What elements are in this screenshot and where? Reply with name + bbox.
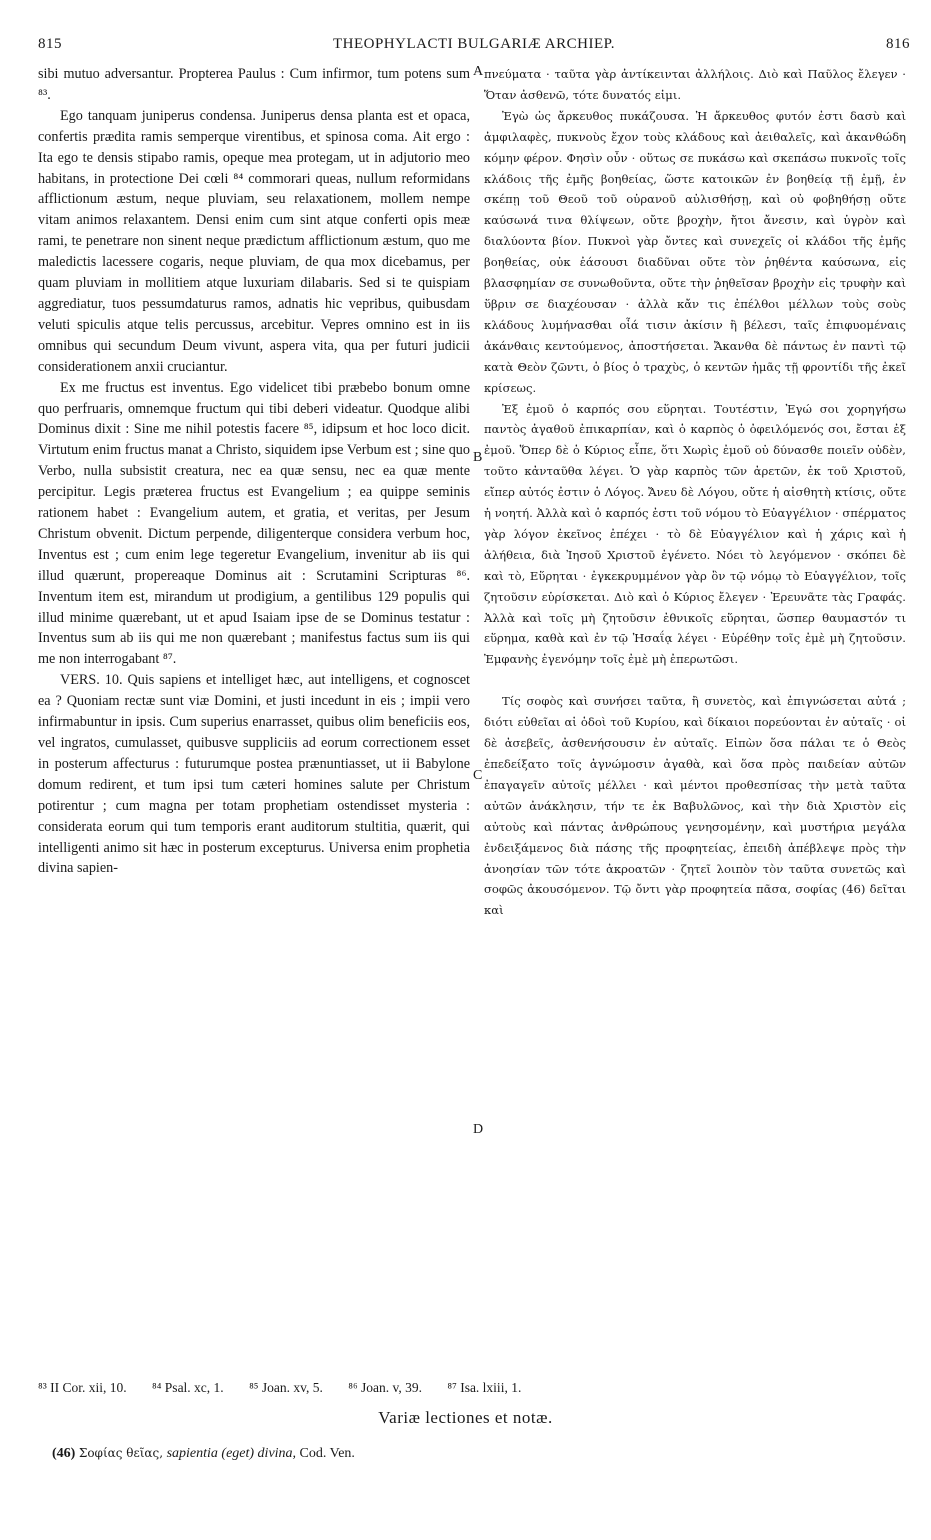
margin-marker-a: A [473,64,484,79]
footnotes [38,1380,910,1402]
latin-paragraph: sibi mutuo adversantur. Propterea Paulus : Cum infirmor, tum potens sum ⁸³. [38,66,470,103]
greek-paragraph: πνεύματα · ταῦτα γὰρ ἀντίκεινται ἀλλήλοις. Διὸ καὶ Παῦλος ἔλεγεν · Ὅταν ἀσθενῶ, τότε δυνατός εἰμι. [484,67,906,102]
latin-paragraph: Ex me fructus est inventus. Ego videlicet tibi præbebo bonum omne quo perfruaris, omnemque fructum qui tibi deberi videatur. Quodque alibi Dominus dixit : Sine me nihil potestis facere ⁸⁵, idipsum et hoc loco dicit. Virtutum enim fructus manat a Christo, siquidem ipse Verbum est ; sine quo Verbo, nulla subsistit creatura, nec ea quæ sensu, nec ea quæ mente percipitur. Legis præterea fructus est Evangelium ; ea quippe seminis rationem habet : Evangelium autem, et gratia, et veritas, per Jesum Christum obvenit. Dictum perpende, diligenterque considera verbum hoc, Inventus est ; cum enim lege tegeretur Evangelium, invenitur ab iis qui illud quærunt, propereaque Dominus ait : Scrutamini Scripturas ⁸⁶. Inventum item est, mirandum ut prodigium, a gentilibus 129 populis qui illud minime quærebant, ut et apud Isaiam ipse de se Dominus testatur : Inventus sum ab iis qui me non quærebant ; manifestus factus sum iis qui me non interrogabant ⁸⁷. [38,379,470,668]
variant-source: Cod. Ven. [299,1446,355,1461]
footnote: ⁸⁴ Psal. xc, 1. [152,1380,224,1395]
margin-marker-c: C [473,768,483,783]
margin-marker-d: D [473,1122,484,1137]
greek-paragraph: Ἐξ ἐμοῦ ὁ καρπός σου εὕρηται. Τουτέστιν, Ἐγώ σοι χορηγήσω παντὸς ἀγαθοῦ ἐπικαρπίαν, καὶ ὁ καρπὸς ὁ ὀφειλόμενός σοι, ἔσται ἐξ ἐμοῦ. Ὅπερ δὲ ὁ Κύριος εἶπε, ὅτι Χωρὶς ἐμοῦ οὐ δύνασθε ποιεῖν οὐδὲν, τοῦτο κἀνταῦθα λέγει. Ὁ γὰρ καρπὸς τῶν ἀρετῶν, ἐκ τοῦ Χριστοῦ, εἴπερ αὐτός ἐστιν ὁ Λόγος. Ἄνευ δὲ Λόγου, οὔτε ἡ αἰσθητὴ κτίσις, οὔτε ἡ νοητή. Ἀλλὰ καὶ ὁ καρπός ἐστι τοῦ νόμου τὸ Εὐαγγέλιον · σπέρματος γὰρ λόγον ἐκεῖνος ἐπέχει · τὸ δὲ Εὐαγγέλιον καὶ ἡ χάρις καὶ ἡ ἀλήθεια, διὰ Ἰησοῦ Χριστοῦ ἐγένετο. Νόει τὸ λεγόμενον · σκόπει δὲ καὶ τὸ, Εὕρηται · ἐγκεκρυμμένον γὰρ ὂν τῷ νόμῳ τὸ Εὐαγγέλιον, τοῖς ζητοῦσιν εὑρίσκεται. Διὸ καὶ ὁ Κύριος ἔλεγεν · Ἐρευνᾶτε τὰς Γραφάς. Ἀλλὰ καὶ τοῖς μὴ ζητοῦσιν ἐθνικοῖς εὕρηται, ὥσπερ θαυμαστόν τι εὕρημα, καθὰ καὶ ἐν τῷ Ἡσαΐᾳ λέγει · Εὑρέθην τοῖς ἐμὲ μὴ ζητοῦσιν. Ἐμφανὴς ἐγενόμην τοῖς ἐμὲ μὴ ἐπερωτῶσι. [484,401,906,667]
footnote: ⁸⁵ Joan. xv, 5. [249,1380,323,1395]
footnote: ⁸³ II Cor. xii, 10. [38,1380,127,1395]
latin-paragraph: Ego tanquam juniperus condensa. Juniperus densa planta est et opaca, confertis prædita ramis semperque virentibus, et spinosa coma. Ait ergo : Ita ego te densis stipabo ramis, opeque mea protegam, ut in adjutorio meo habitans, in protectione Dei cœli ⁸⁴ commorari queas, nullum reformidans afflictionum æstum, neque pluviam, seu relaxationem, mollem nempe vitam animos relaxantem. Densi enim cum sint atque conferti opis meæ rami, te penetrare non sinent neque prædictum afflictionum æstum, quo me maledictis lacessere cogaris, neque pluviam, de qua mox dicebamus, per quam pluviam in mollitiem atque luxuriam dilabaris. Sed si te quispiam aggrediatur, tuos pessumdaturus ramos, adnatis hic vepribus, quibusdam veluti spiculis atque telis percussus, arcebitur. Vepres omnino est in iis omnibus qui secundum Deum vivunt, aspera vita, qua per futuri judicii considerationem anxii cruciantur. [38,107,470,375]
latin-column [38,64,470,879]
variae-title: Variæ lectiones et notæ. [378,1408,553,1427]
footnote: ⁸⁶ Joan. v, 39. [348,1380,423,1395]
page-number-right: 816 [886,36,910,52]
margin-marker-b: B [473,450,483,465]
latin-paragraph: VERS. 10. Quis sapiens et intelliget hæc, aut intelligens, et cognoscet ea ? Quoniam rectæ sunt viæ Domini, et justi incedunt in eis ; impii vero infirmabuntur in ipsis. Cum superius enarrasset, quibus olim beneficiis eos, vel ingratos, cumulasset, quibusve suppliciis ad eorum correctionem esset in posterum affecturus : futurumque postea prænuntiasset, ut ii Babylone domum redirent, et tum ipsi tum cæteri homines salute per Christum potirentur ; cum magna per totam prophetiam ostendisset mysteria : considerata eorum qui tum temporis erant auditorum stultitia, quærit, qui intelligenti animo sit hæc in posterum excepturus. Universa enim prophetia divina sapien- [38,672,470,877]
page-header [38,36,910,56]
greek-paragraph: Τίς σοφὸς καὶ συνήσει ταῦτα, ἢ συνετὸς, καὶ ἐπιγνώσεται αὐτά ; διότι εὐθεῖαι αἱ ὁδοὶ τοῦ Κυρίου, καὶ δίκαιοι πορεύονται ἐν αὐταῖς · οἱ δὲ ἀσεβεῖς, ἀσθενήσουσιν ἐν αὐταῖς. Εἰπὼν ὅσα πάλαι τε ὁ Θεὸς ἐπεδείξατο τοῖς ἀγνώμοσιν ἀγαθὰ, καὶ ὅσα πρὸς παιδείαν αὐτῶν ἐπαγαγεῖν αὐτοῖς μέλλει · καὶ μέντοι προθεσπίσας τὴν μετὰ ταῦτα αὐτῶν ἀνάκλησιν, τήν τε ἐκ Βαβυλῶνος, καὶ τὴν διὰ Χριστὸν εἰς αὐτοὺς καὶ πάντας ἀνθρώπους γενησομένην, καὶ μυστήρια μεγάλα ἐνδειξάμενος διὰ πάσης τῆς προφητείας, ἐπειδὴ ἀπέβλεψε πρὸς τὴν ἀνοησίαν τῶν τότε ἀκροατῶν · ζητεῖ λοιπὸν τὸν ταῦτα συνετῶς καὶ σοφῶς ἀκουσόμενον. Τῷ ὄντι γὰρ προφητεία πᾶσα, σοφίας (46) δεῖται καὶ [484,694,906,918]
running-title: THEOPHYLACTI BULGARIÆ ARCHIEP. [332,36,616,52]
variant-note [52,1446,912,1462]
variant-latin: sapientia (eget) divina, [166,1446,297,1461]
greek-column [484,64,906,921]
greek-paragraph: Ἐγὼ ὡς ἄρκευθος πυκάζουσα. Ἡ ἄρκευθος φυτόν ἐστι δασὺ καὶ ἀμφιλαφὲς, πυκνοὺς ἔχον τοὺς κλάδους καὶ ἀειθαλεῖς, καὶ ἀκανθώδη κόμην φέρον. Φησὶν οὖν · οὕτως σε πυκάσω καὶ σκεπάσω πυκνοῖς τοῖς κλάδοις τῆς ἐμῆς βοηθείας, ὥστε κατοικῶν ἐν βοηθείᾳ τῇ ἐμῇ, ἐν σκέπῃ τοῦ Θεοῦ τοῦ οὐρανοῦ αὐλισθήσῃ, καὶ οὐ φοβηθήσῃ οὔτε καύσωνά τινα θλίψεων, οὔτε βροχὴν, ἤτοι ἄνεσιν, καὶ ὑγρὸν καὶ διαλύοντα βίον. Πυκνοὶ γὰρ ὄντες καὶ συνεχεῖς οἱ κλάδοι τῆς ἐμῆς βοηθείας, οὐκ ἐάσουσι διαδῦναι οὔτε τὸν ῥηθέντα καύσωνα, εἰς βλασφημίαν σε συνωθοῦντα, οὔτε τὴν ῥηθεῖσαν βροχὴν εἰς τρυφὴν καὶ ὕβριν σε διαχέουσαν · ἀλλὰ κἄν τις ἐπέλθοι μέλλων τοὺς σοὺς κλάδους λυμήνασθαι οἷά τισιν ἀκίσιν ἢ βέλεσι, ταῖς ἐπιφυομέναις ἀκάνθαις κεντούμενος, ἀποστήσεται. Ἄκανθα δὲ πάντως ἐν παντὶ τῷ κατὰ Θεὸν ζῶντι, ὁ βίος ὁ τραχὺς, ὁ κεντῶν ἡμᾶς τῇ φροντίδι τῆς ἐκεῖ κρίσεως. [484,108,906,395]
footnote: ⁸⁷ Isa. lxiii, 1. [447,1380,522,1395]
variant-number: (46) [52,1446,76,1461]
page-number-left: 815 [38,36,62,52]
variant-greek: Σοφίας θεῖας, [78,1446,164,1460]
